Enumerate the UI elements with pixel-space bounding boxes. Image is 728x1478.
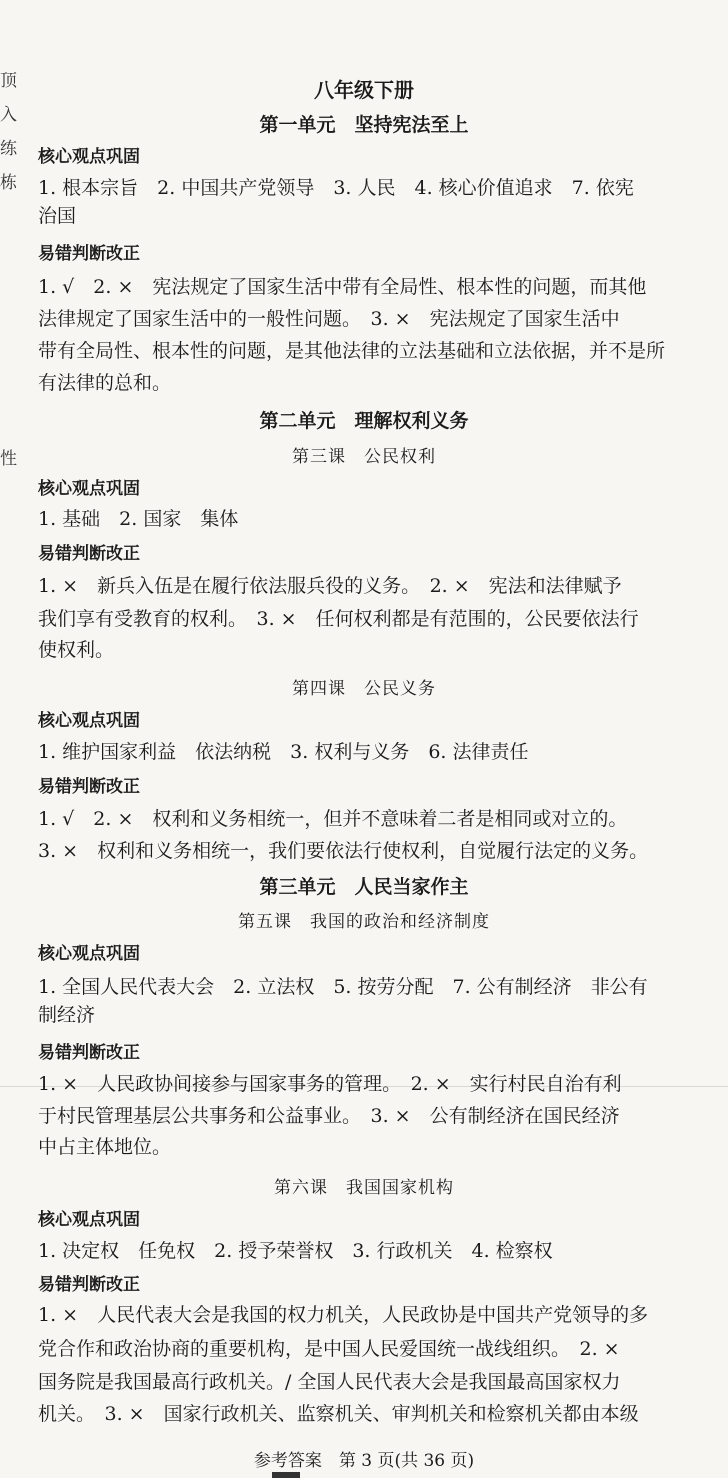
unit-heading: 第三单元 人民当家作主 bbox=[259, 876, 469, 898]
text-line: 法律规定了国家生活中的一般性问题。 3. × 宪法规定了国家生活中 bbox=[38, 308, 620, 330]
page-title: 八年级下册 bbox=[314, 78, 414, 102]
text-line: 制经济 bbox=[38, 1004, 96, 1026]
text-line: 中占主体地位。 bbox=[38, 1136, 172, 1158]
text-line: 1. 根本宗旨 2. 中国共产党领导 3. 人民 4. 核心价值追求 7. 依宪 bbox=[38, 177, 634, 199]
section-label-core: 核心观点巩固 bbox=[38, 944, 140, 964]
footer-decoration bbox=[272, 1472, 300, 1478]
section-label-core: 核心观点巩固 bbox=[38, 1210, 140, 1230]
text-line: 我们享有受教育的权利。 3. × 任何权利都是有范围的，公民要依法行 bbox=[38, 608, 639, 630]
lesson-heading: 第六课 我国国家机构 bbox=[274, 1178, 454, 1198]
text-line: 国务院是我国最高行政机关。/ 全国人民代表大会是我国最高国家权力 bbox=[38, 1371, 621, 1393]
text-line: 1. × 新兵入伍是在履行依法服兵役的义务。 2. × 宪法和法律赋予 bbox=[38, 575, 622, 597]
text-line: 治国 bbox=[38, 205, 77, 227]
text-line: 1. × 人民代表大会是我国的权力机关，人民政协是中国共产党领导的多 bbox=[38, 1304, 649, 1326]
text-line: 有法律的总和。 bbox=[38, 372, 172, 394]
section-label-correct: 易错判断改正 bbox=[38, 777, 140, 797]
lesson-heading: 第四课 公民义务 bbox=[292, 679, 436, 699]
section-label-core: 核心观点巩固 bbox=[38, 479, 140, 499]
lesson-heading: 第五课 我国的政治和经济制度 bbox=[238, 912, 490, 932]
section-label-correct: 易错判断改正 bbox=[38, 244, 140, 264]
text-line: 1. 基础 2. 国家 集体 bbox=[38, 508, 239, 530]
unit-heading: 第二单元 理解权利义务 bbox=[259, 410, 469, 432]
text-line: 于村民管理基层公共事务和公益事业。 3. × 公有制经济在国民经济 bbox=[38, 1105, 620, 1127]
section-label-correct: 易错判断改正 bbox=[38, 1275, 140, 1295]
section-label-core: 核心观点巩固 bbox=[38, 711, 140, 731]
edge-mark: 顶 bbox=[0, 71, 17, 91]
text-line: 1. 全国人民代表大会 2. 立法权 5. 按劳分配 7. 公有制经济 非公有 bbox=[38, 976, 648, 998]
section-label-correct: 易错判断改正 bbox=[38, 1043, 140, 1063]
text-line: 1. 维护国家利益 依法纳税 3. 权利与义务 6. 法律责任 bbox=[38, 741, 529, 763]
page-footer: 参考答案 第 3 页(共 36 页) bbox=[253, 1451, 475, 1471]
text-line: 1. × 人民政协间接参与国家事务的管理。 2. × 实行村民自治有利 bbox=[38, 1073, 622, 1095]
section-label-correct: 易错判断改正 bbox=[38, 544, 140, 564]
lesson-heading: 第三课 公民权利 bbox=[292, 447, 436, 467]
text-line: 带有全局性、根本性的问题，是其他法律的立法基础和立法依据，并不是所 bbox=[38, 340, 666, 362]
text-line: 1. √ 2. × 宪法规定了国家生活中带有全局性、根本性的问题，而其他 bbox=[38, 276, 647, 298]
edge-mark: 性 bbox=[0, 449, 17, 469]
text-line: 党合作和政治协商的重要机构，是中国人民爱国统一战线组织。 2. × bbox=[38, 1338, 620, 1360]
text-line: 机关。 3. × 国家行政机关、监察机关、审判机关和检察机关都由本级 bbox=[38, 1403, 639, 1425]
edge-mark: 栋 bbox=[0, 173, 17, 193]
edge-mark: 练 bbox=[0, 139, 17, 159]
unit-heading: 第一单元 坚持宪法至上 bbox=[259, 114, 469, 136]
text-line: 使权利。 bbox=[38, 639, 115, 661]
section-label-core: 核心观点巩固 bbox=[38, 147, 140, 167]
text-line: 1. √ 2. × 权利和义务相统一，但并不意味着二者是相同或对立的。 bbox=[38, 808, 628, 830]
text-line: 3. × 权利和义务相统一，我们要依法行使权利，自觉履行法定的义务。 bbox=[38, 840, 649, 862]
text-line: 1. 决定权 任免权 2. 授予荣誉权 3. 行政机关 4. 检察权 bbox=[38, 1240, 553, 1262]
edge-mark: 入 bbox=[0, 105, 17, 125]
